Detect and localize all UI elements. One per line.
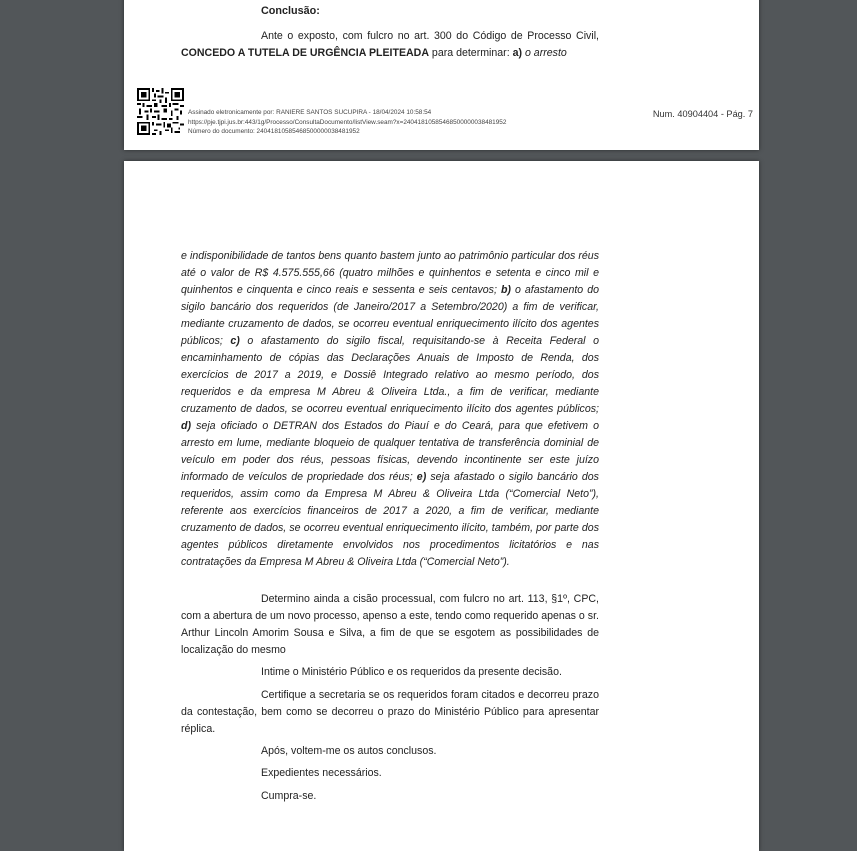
item-b-label: b) <box>500 284 511 296</box>
document-page-7 <box>124 0 759 150</box>
paragraph-text: seja afastado o sigilo bancário dos requeridos, assim como da Empresa M Abreu & Oliveira Ltda (“Comercial Neto”), referente aos exercícios financeiros de 2017 a 2020, a fim de verificar, mediante cruzamento de dados, se ocorreu eventual enriquecimento ilícito, também, por parte dos agentes públicos diretamente envolvidos nos procedimentos licitatórios e nas contratações da Empresa M Abreu & Oliveira Ltda (“Comercial Neto”). <box>181 471 599 568</box>
item-a-label: a) <box>512 47 523 59</box>
signature-signer: Assinado eletronicamente por: RANIERE SANTOS SUCUPIRA - 18/04/2024 10:58:54 <box>188 109 432 116</box>
intime-paragraph: Intime o Ministério Público e os requeridos da presente decisão. <box>261 666 562 678</box>
cisao-paragraph: Determino ainda a cisão processual, com fulcro no art. 113, §1º, CPC, com a abertura de um novo processo, apenso a este, tendo como requerido apenas o sr. Arthur Lincoln Amorim Sousa e Silva, a fim de que se esgotem as possibilidades de localização do mesmo <box>181 593 599 656</box>
conclusion-text-line1: Ante o exposto, com fulcro no art. 300 do Código de Processo Civil, <box>261 30 599 42</box>
certifique-paragraph: Certifique a secretaria se os requeridos foram citados e decorreu prazo da contestação, bem como se decorreu o prazo do Ministério Público para apresentar réplica. <box>181 689 599 735</box>
paragraph-text: e indisponibilidade de tantos bens quanto bastem junto ao patrimônio particular dos réus até o valor de R$ 4.575.555,66 (quatro milhões e quinhentos e setenta e cinco mil e quinhentos e cinquenta e cinco reais e sessenta e seis centavos; <box>181 250 599 296</box>
paragraph-text: seja oficiado o DETRAN dos Estados do Piauí e do Ceará, para que efetivem o arresto em lume, mediante bloqueio de qualquer tentativa de transferência dominial de veículo em poder dos réus, pessoas físicas, devendo incontinente ser este juízo informado de veículos de propriedade dos réus; <box>181 420 599 483</box>
page-number: Num. 40904404 - Pág. 7 <box>652 109 753 119</box>
conclusion-decision-bold: CONCEDO A TUTELA DE URGÊNCIA PLEITEADA <box>181 47 429 59</box>
apos-paragraph: Após, voltem-me os autos conclusos. <box>261 745 437 757</box>
item-e-label: e) <box>416 471 427 483</box>
signature-document-number: Número do documento: 24041810585468500000038481952 <box>188 128 360 136</box>
paragraph-text: o afastamento do sigilo fiscal, requisitando-se à Receita Federal o encaminhamento de cópias das Declarações Anuais de Imposto de Renda, dos exercícios de 2017 a 2019, e Dossiê Integrado relativo ao mesmo período, dos requeridos e da empresa M Abreu & Oliveira Ltda., a fim de verificar, mediante cruzamento de dados, se ocorreu eventual enriquecimento ilícito dos agentes públicos; <box>181 335 599 415</box>
expedientes-paragraph: Expedientes necessários. <box>261 767 382 779</box>
signature-url: https://pje.tjpi.jus.br:443/1g/Processo/ConsultaDocumento/listView.seam?x=24041810585468500000038481952 <box>188 118 507 126</box>
item-d-label: d) <box>181 420 191 432</box>
section-heading: Conclusão: <box>261 5 320 17</box>
cumpra-paragraph: Cumpra-se. <box>261 790 317 802</box>
qr-code-icon <box>137 88 184 135</box>
paragraph-text: o afastamento do sigilo bancário dos requeridos (de Janeiro/2017 a Setembro/2020) a fim de verificar, mediante cruzamento de dados, se ocorreu eventual enriquecimento ilícito dos agentes públicos; <box>181 284 599 347</box>
arresto-paragraph <box>181 248 599 571</box>
conclusion-text-italic: o arresto <box>522 47 567 59</box>
item-c-label: c) <box>230 335 240 347</box>
document-page-8 <box>124 161 759 851</box>
electronic-signature <box>188 108 506 137</box>
conclusion-paragraph <box>181 28 599 62</box>
conclusion-text-mid: para determinar: <box>428 47 513 59</box>
